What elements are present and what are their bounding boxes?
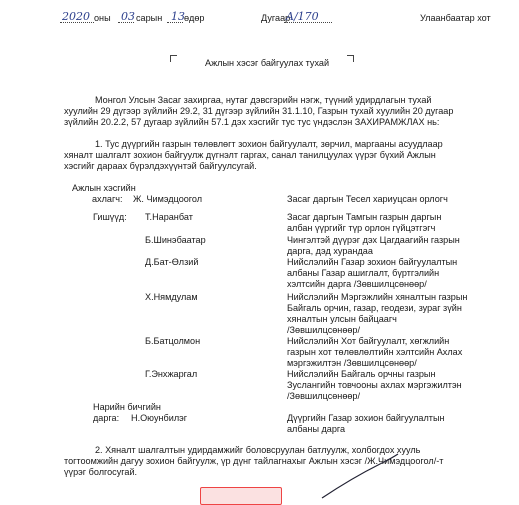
- date-month: 03: [121, 10, 135, 23]
- secretary-role-line: Дүүргийн Газар зохион байгуулалтын: [287, 413, 445, 423]
- member-role-line: газрын хот төлөвлөлтийн хэлтсийн Ахлах: [287, 347, 463, 357]
- secretary-label-2: дарга:: [93, 413, 120, 423]
- title-bracket-right: [347, 55, 354, 62]
- member-role-line: дарга, дэд хурандаа: [287, 246, 373, 256]
- item1-line-2: хяналт шалгалт зохион байгуулж дүгнэлт гаргах, санал танилцуулах үүрэг бүхий Ажлын: [64, 150, 436, 160]
- decree-number: A/170: [286, 10, 319, 23]
- issue-place: Улаанбаатар хот: [420, 13, 491, 23]
- member-role-line: /Зөвшилцсөнөөр/: [287, 325, 361, 335]
- number-line: [284, 22, 332, 23]
- member-role-line: Нийслэлийн Газар зохион байгуулалтын: [287, 257, 458, 267]
- member-role-line: Нийслэлийн Мэргэжлийн хяналтын газрын: [287, 292, 468, 302]
- date-month-label: сарын: [136, 13, 163, 23]
- year-line: [60, 22, 94, 23]
- member-role-line: Нийслэлийн Байгаль орчны газрын: [287, 369, 436, 379]
- preamble-line-2: хуулийн 29 дүгээр зүйлийн 29.2, 31 дүгээр зүйлийн 31.1.10, Газрын тухай хуулийн 20 дугаар: [64, 106, 454, 116]
- member-role-line: Байгаль орчин, газар, геодези, зураг зүйн: [287, 303, 462, 313]
- chair-label: ахлагч:: [92, 194, 123, 204]
- member-role-line: /Зөвшилцсөнөөр/: [287, 391, 361, 401]
- council-heading: Ажлын хэсгийн: [72, 183, 136, 193]
- member-name: Б.Батцолмон: [145, 336, 201, 346]
- item1-line-3: хэсгийг дараах бүрэлдэхүүнтэй байгуулсугай.: [64, 161, 257, 171]
- preamble-line-3: зүйлийн 20.2.2, 57 дугаар зүйлийн 57.1 дэх хэсгийг тус тус үндэслэн ЗАХИРАМЖЛАХ нь:: [64, 117, 440, 127]
- month-line: [118, 22, 134, 23]
- member-name: Б.Шинэбаатар: [145, 235, 206, 245]
- member-role-line: хэлтсийн дарга /Зөвшилцсөнөөр/: [287, 279, 427, 289]
- date-day: 13: [171, 10, 185, 23]
- signature: [320, 452, 400, 500]
- title-bracket-left: [170, 55, 177, 62]
- member-role-line: Чингэлтэй дүүрэг дэх Цагдаагийн газрын: [287, 235, 460, 245]
- date-year-label: оны: [94, 13, 111, 23]
- member-name: Д.Бат-Өлзий: [145, 257, 199, 267]
- member-name: Г.Энхжаргал: [145, 369, 198, 379]
- member-role-line: албан үүргийг түр орлон гүйцэтгэгч: [287, 223, 436, 233]
- red-seal: [200, 487, 282, 505]
- secretary-role-line: албаны дарга: [287, 424, 346, 434]
- chair-role: Засаг даргын Тесел хариуцсан орлогч: [287, 194, 448, 204]
- item2-line-2: тогтоомжийн дагуу зохион байгуулж, үр дүнг тайлагнахыг Ажлын хэсэг /Ж.Чимэдцоогол/-т: [64, 456, 444, 466]
- member-role-line: албаны Газар ашиглалт, бүртгэлийн: [287, 268, 440, 278]
- member-role-line: Нийслэлийн Хот байгуулалт, хөгжлийн: [287, 336, 450, 346]
- item2-line-1: 2. Хяналт шалгалтын удирдамжийг боловсруулан батлуулж, холбогдох хууль: [95, 445, 421, 455]
- item1-line-1: 1. Тус дүүргийн газрын төлөвлөгт зохион байгуулалт, зөрчил, маргааны асуудлаар: [95, 139, 443, 149]
- member-name: Т.Наранбат: [145, 212, 193, 222]
- secretary-name: Н.Оюунбилэг: [131, 413, 188, 423]
- date-day-label: өдөр: [184, 13, 205, 23]
- member-name: Х.Нямдулам: [145, 292, 198, 302]
- member-role-line: Засаг даргын Тамгын газрын даргын: [287, 212, 442, 222]
- secretary-label-1: Нарийн бичгийн: [93, 402, 161, 412]
- chair-name: Ж. Чимэдцоогол: [133, 194, 203, 204]
- member-role-line: Зуслангийн товчооны ахлах мэргэжилтэн: [287, 380, 462, 390]
- member-role-line: мэргэжилтэн /Зөвшилцсөнөөр/: [287, 358, 417, 368]
- decree-title: Ажлын хэсэг байгуулах тухай: [205, 58, 330, 68]
- item2-line-3: үүрэг болгосугай.: [64, 467, 138, 477]
- date-year: 2020: [62, 10, 90, 23]
- member-role-line: хяналтын улсын байцаагч: [287, 314, 397, 324]
- number-label: Дугаар: [261, 13, 291, 23]
- day-line: [167, 22, 183, 23]
- members-label: Гишүүд:: [93, 212, 127, 222]
- preamble-line-1: Монгол Улсын Засаг захиргаа, нутаг дэвсгэрийн нэгж, түүний удирдлагын тухай: [95, 95, 432, 105]
